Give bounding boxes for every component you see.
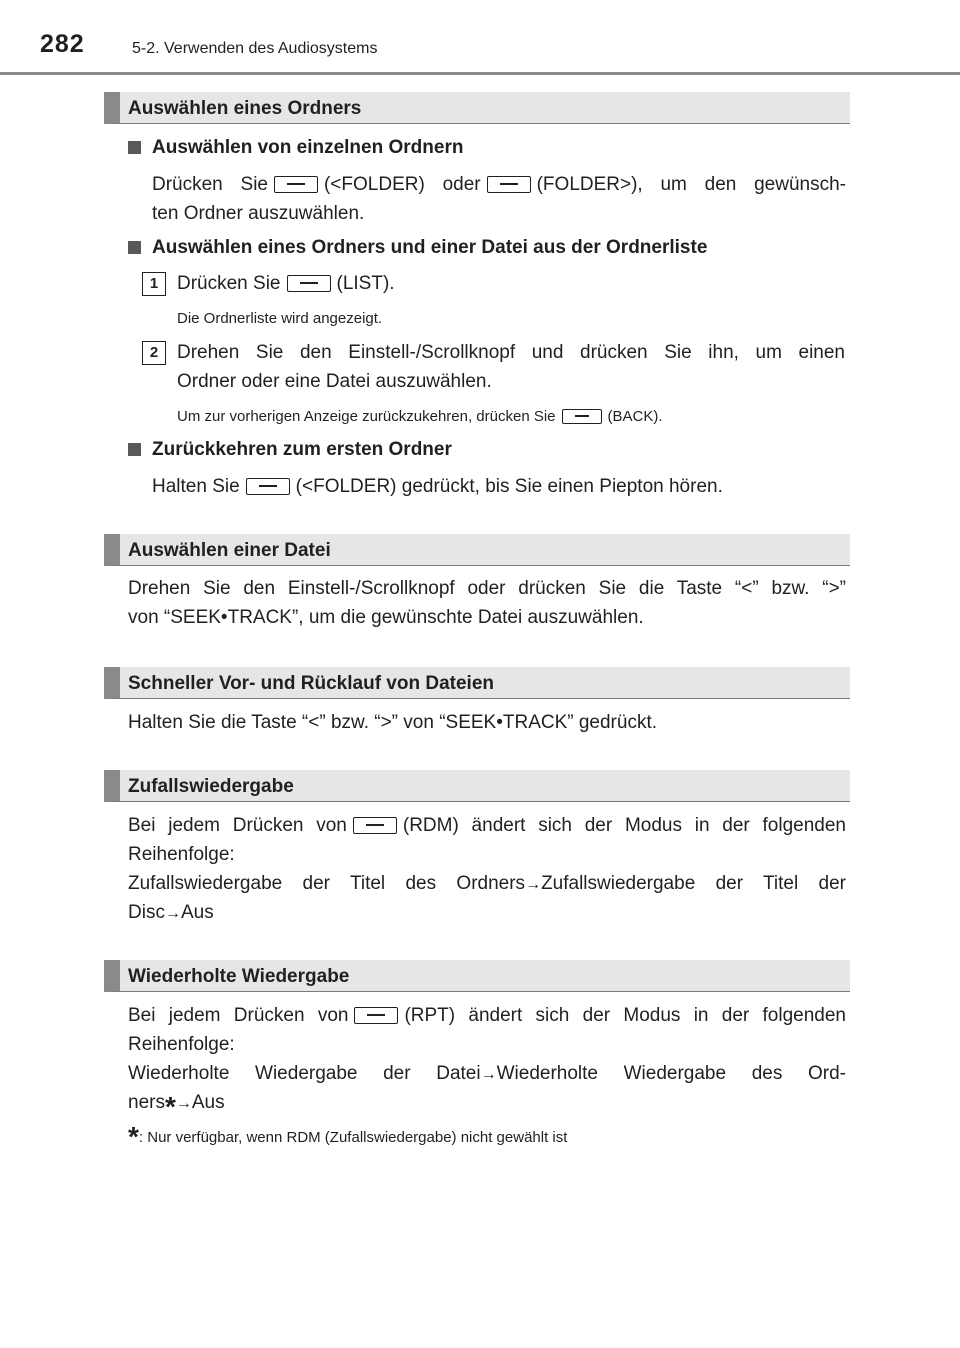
section-bar-ordner (104, 92, 850, 124)
text-run: (<FOLDER) oder (323, 174, 481, 195)
text-run: Halten Sie (152, 476, 240, 497)
text-run: (RDM) ändert sich der Modus in der folgenden (402, 815, 846, 836)
button-icon (562, 409, 602, 424)
text-run: Bei jedem Drücken von (128, 815, 347, 836)
section-bar-wiederholt (104, 960, 850, 992)
button-icon (246, 478, 290, 495)
header-rule (0, 72, 960, 75)
text-run: Um zur vorherigen Anzeige zurückzukehren, drücken Sie (177, 408, 556, 425)
button-icon (353, 817, 397, 834)
paragraph-line: Reihenfolge: (128, 1034, 235, 1055)
arrow-icon: → (175, 1095, 192, 1112)
section-title: Schneller Vor- und Rücklauf von Dateien (128, 673, 494, 694)
text-run: Drücken Sie (152, 174, 268, 195)
paragraph-line (128, 1059, 846, 1089)
step-text: Drehen Sie den Einstell-/Scrollknopf und drücken Sie ihn, um einen (177, 342, 845, 363)
paragraph-line (128, 811, 846, 840)
paragraph-line: Halten Sie die Taste “<” bzw. “>” von “SEEK•TRACK” gedrückt. (128, 712, 658, 733)
step-number-1: 1 (142, 272, 166, 296)
text-run: Zufallswiedergabe der Titel der (541, 873, 846, 894)
button-icon (354, 1007, 398, 1024)
button-icon (274, 176, 318, 193)
step-text (177, 269, 395, 298)
text-run: (<FOLDER) gedrückt, bis Sie einen Piepton hören. (295, 476, 723, 497)
paragraph-line (128, 898, 214, 928)
step-number-2: 2 (142, 341, 166, 365)
subheading: Auswählen von einzelnen Ordnern (152, 137, 464, 158)
arrow-icon: → (480, 1066, 497, 1083)
arrow-icon: → (164, 905, 181, 922)
step-text: Ordner oder eine Datei auszuwählen. (177, 371, 492, 392)
bullet-icon (128, 241, 141, 254)
footnote (128, 1121, 568, 1152)
paragraph-line (152, 472, 723, 501)
text-run: Wiederholte Wiedergabe der Datei (128, 1063, 481, 1084)
subheading: Auswählen eines Ordners und einer Datei aus der Ordnerliste (152, 237, 708, 258)
paragraph-line: ten Ordner auszuwählen. (152, 203, 365, 224)
paragraph-line: Reihenfolge: (128, 844, 235, 865)
page-header (0, 0, 960, 76)
section-title: Zufallswiedergabe (128, 776, 294, 797)
text-run: ners (128, 1092, 165, 1113)
chapter-title: 5-2. Verwenden des Audiosystems (132, 40, 378, 57)
subheading: Zurückkehren zum ersten Ordner (152, 439, 452, 460)
asterisk-icon: * (164, 1091, 176, 1122)
paragraph-line (128, 869, 846, 899)
bullet-icon (128, 141, 141, 154)
text-run: (LIST). (336, 273, 395, 294)
text-run: (FOLDER>), um den gewünsch- (536, 174, 846, 195)
paragraph-line (128, 1001, 846, 1030)
step-note (177, 407, 663, 427)
section-bar-schnell (104, 667, 850, 699)
button-icon (487, 176, 531, 193)
section-title: Auswählen einer Datei (128, 540, 331, 561)
paragraph-line (152, 170, 846, 199)
paragraph-line (128, 1088, 225, 1122)
paragraph-line: Drehen Sie den Einstell-/Scrollknopf oder drücken Sie die Taste “<” bzw. “>” (128, 578, 846, 599)
text-run: Aus (191, 1092, 225, 1113)
bullet-icon (128, 443, 141, 456)
button-icon (287, 275, 331, 292)
text-run: (RPT) ändert sich der Modus in der folgenden (404, 1005, 846, 1026)
asterisk-icon: * (128, 1121, 139, 1152)
section-title: Wiederholte Wiedergabe (128, 966, 350, 987)
page-number: 282 (40, 30, 85, 58)
text-run: Drücken Sie (177, 273, 281, 294)
section-bar-zufall (104, 770, 850, 802)
paragraph-line: von “SEEK•TRACK”, um die gewünschte Datei auszuwählen. (128, 607, 644, 628)
arrow-icon: → (525, 876, 542, 893)
section-title: Auswählen eines Ordners (128, 98, 362, 119)
text-run: (BACK). (607, 408, 663, 425)
text-run: Disc (128, 902, 165, 923)
text-run: Aus (180, 902, 214, 923)
text-run: Bei jedem Drücken von (128, 1005, 349, 1026)
footnote-text: : Nur verfügbar, wenn RDM (Zufallswiedergabe) nicht gewählt ist (138, 1129, 568, 1146)
text-run: Wiederholte Wiedergabe des Ord- (496, 1063, 846, 1084)
section-bar-datei (104, 534, 850, 566)
text-run: Zufallswiedergabe der Titel des Ordners (128, 873, 526, 894)
step-note: Die Ordnerliste wird angezeigt. (177, 310, 383, 327)
